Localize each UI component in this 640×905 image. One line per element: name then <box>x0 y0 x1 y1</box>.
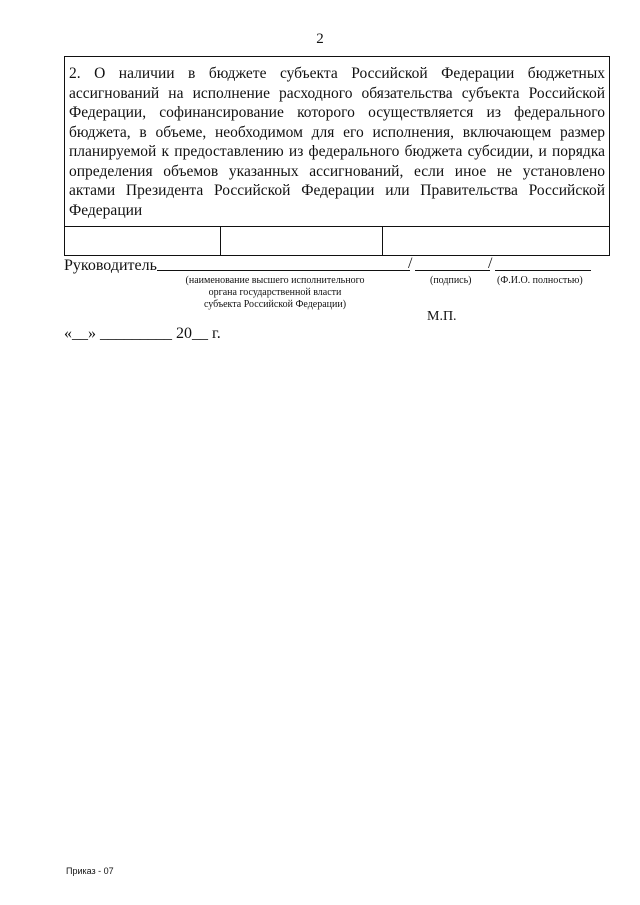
date-year-suffix: г. <box>212 325 221 342</box>
date-month-blank: _________ <box>100 325 172 342</box>
signature-label: Руководитель <box>64 257 157 274</box>
section-2-text: 2. О наличии в бюджете субъекта Российской Федерации бюджетных ассигнований на исполнение расходного обязательства субъекта Российской Федерации, софинансирование которого осуществляется из федерального бюджета, в объеме, необходимом для его исполнения, включающем размер планируемой к предоставлению из федерального бюджета субсидии, и порядка определения объемов указанных ассигнований, если иное не установлено актами Президента Российской Федерации или Правительства Российской Федерации <box>65 57 610 227</box>
date-field <box>64 325 221 343</box>
table-cell-2 <box>221 227 383 256</box>
statement-table <box>64 56 610 256</box>
table-cell-3 <box>383 227 610 256</box>
organ-name-caption <box>170 275 380 311</box>
organ-caption-line: органа государственной власти <box>208 287 342 298</box>
date-day-blank: __ <box>72 325 88 342</box>
separator-slash-2: / <box>488 255 493 272</box>
signature-line <box>415 270 490 271</box>
signature-caption: (подпись) <box>430 275 472 286</box>
organ-name-line <box>157 270 410 271</box>
stamp-place: М.П. <box>427 309 457 324</box>
separator-slash-1: / <box>408 255 413 272</box>
date-open-quote: « <box>64 325 72 342</box>
organ-caption-line: (наименование высшего исполнительного <box>185 275 365 286</box>
date-year-prefix: 20 <box>176 325 192 342</box>
page-number: 2 <box>316 31 324 47</box>
date-close-quote: » <box>88 325 96 342</box>
full-name-caption: (Ф.И.О. полностью) <box>497 275 583 286</box>
date-year-blank: __ <box>192 325 208 342</box>
full-name-line <box>495 270 591 271</box>
document-footer: Приказ - 07 <box>66 866 114 876</box>
organ-caption-line: субъекта Российской Федерации) <box>203 299 347 310</box>
table-cell-1 <box>65 227 221 256</box>
